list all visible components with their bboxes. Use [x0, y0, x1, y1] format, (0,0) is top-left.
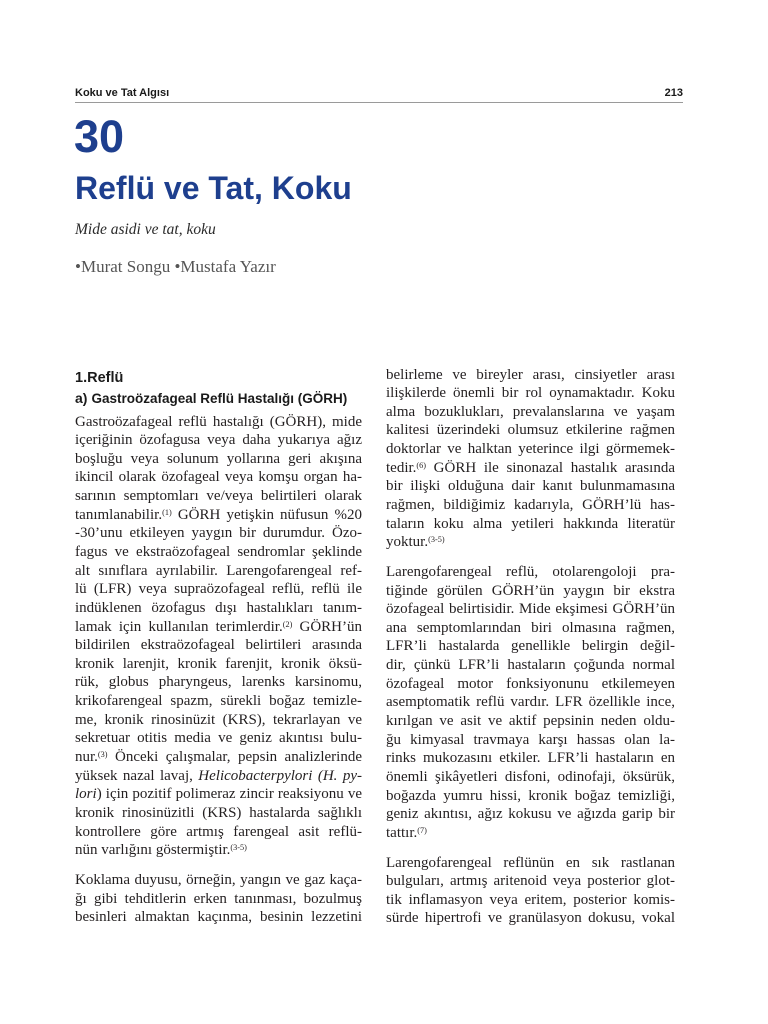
- text-line: belirleme ve bireyler arası, cinsiyetler arası: [386, 366, 675, 383]
- text-line: ana semptomlarından biri olmasına rağmen,: [386, 619, 675, 636]
- text-line: -30’unu etkileyen yaygın bir durumdur. Özo-: [75, 525, 362, 542]
- text-line: [75, 785, 362, 804]
- text-line: [75, 618, 362, 637]
- text-line: Larengofarengeal reflünün en sık rastlanan: [386, 854, 675, 871]
- text-line: asemptomatik reflü vardır. LFR özellikle ince,: [386, 694, 675, 711]
- text-line: kalitesi üzerindeki olumsuz etkilerine rağmen: [386, 422, 675, 439]
- header-rule: [75, 102, 683, 103]
- text-line: [75, 841, 362, 860]
- subsection-heading: [75, 388, 362, 408]
- citation-superscript: (2): [282, 619, 293, 629]
- text-line: [75, 748, 362, 767]
- text-run: tattır.: [386, 824, 418, 841]
- text-line: özofageal motor fonksiyonunu etkilemeyen: [386, 675, 675, 692]
- text-line: dir, çünkü LFR’li hastaların çoğunda normal: [386, 657, 675, 674]
- text-line: LFR’li hastalarda genellikle belirgin değil-: [386, 638, 675, 655]
- text-line: tik inflamasyon veya eritem, posterior komis-: [386, 891, 675, 908]
- text-line: [75, 767, 362, 786]
- text-run: yoktur.: [386, 534, 429, 551]
- text-run: tanımlanabilir.: [75, 506, 163, 523]
- text-run: Önceki çalışmalar, pepsin analizlerinde: [107, 749, 362, 766]
- text-line: boşluğu veya solunum yollarına geri akışına: [75, 450, 362, 467]
- citation-superscript: (6): [416, 460, 427, 470]
- text-line: bir ilişki olduğuna dair kanıt bulunmamasına: [386, 478, 675, 495]
- text-line: bildirilen ekstraözofageal belirtileri arasında: [75, 637, 362, 654]
- author-list: [75, 257, 276, 277]
- text-line: sarının semptomları ve/veya belirtileri olarak: [75, 488, 362, 505]
- left-column: [75, 368, 362, 938]
- text-run: nün varlığını göstermiştir.: [75, 842, 231, 859]
- text-run: lamak için kullanılan terimlerdir.: [75, 618, 283, 635]
- text-line: Gastroözafageal reflü hastalığı (GÖRH), mide: [75, 413, 362, 430]
- text-run: GÖRH’ün: [292, 618, 362, 635]
- text-line: Koklama duyusu, örneğin, yangın ve gaz kaça-: [75, 871, 362, 888]
- page-number: 213: [664, 87, 683, 99]
- right-column-body: [386, 366, 675, 929]
- subsection-label: a): [75, 390, 88, 406]
- paragraph: [386, 563, 675, 843]
- text-line: [386, 533, 675, 552]
- text-line: krikofarengeal spazm, sürekli boğaz temizle-: [75, 693, 362, 710]
- text-line: me, kronik rinosinüzit (KRS), tekrarlayan ve: [75, 711, 362, 728]
- text-line: özofageal belirtisidir. Mide ekşimesi GÖRH’ün: [386, 601, 675, 618]
- text-line: [386, 824, 675, 843]
- text-run: yüksek nazal lavaj,: [75, 767, 199, 784]
- text-line: besinleri almaktan kaçınma, besinin lezzetini: [75, 909, 362, 926]
- subsection-title: Gastroözafageal Reflü Hastalığı (GÖRH): [91, 391, 348, 406]
- text-line: kronik larenjit, kronik farenjit, kronik öksü-: [75, 655, 362, 672]
- paragraph: [386, 366, 675, 552]
- text-line: ğı gibi tehditlerin erken tanınması, bozulmuş: [75, 890, 362, 907]
- chapter-subtitle: Mide asidi ve tat, koku: [75, 220, 216, 238]
- text-line: doktorlar ve halktan yeterince ilgi görmemek-: [386, 441, 675, 458]
- text-line: [75, 506, 362, 525]
- text-run: GÖRH yetişkin nüfusun %20: [171, 506, 362, 523]
- text-line: kontrollere göre artmış farengeal asit reflü-: [75, 823, 362, 840]
- citation-superscript: (3-5): [230, 843, 247, 853]
- text-line: ğu kimyasal travmaya karşı hassas olan la-: [386, 731, 675, 748]
- text-run: GÖRH ile sinonazal hastalık arasında: [426, 459, 675, 476]
- text-line: alt sınıflara ayrılabilir. Larengofarengeal ref-: [75, 562, 362, 579]
- paragraph: [75, 413, 362, 860]
- paragraph: [386, 854, 675, 929]
- text-line: tiğinde görülen GÖRH’ün yaygın bir ekstra: [386, 582, 675, 599]
- text-line: Larengofarengeal reflü, otolarengoloji pra-: [386, 563, 675, 580]
- running-title: Koku ve Tat Algısı: [75, 87, 170, 99]
- text-run: tedir.: [386, 459, 417, 476]
- author-name: • Mustafa Yazır: [174, 257, 275, 276]
- text-line: içeriğinin özofagusa veya daha yukarıya ağız: [75, 432, 362, 449]
- text-line: taların koku alma yetileri hakkında literatür: [386, 515, 675, 532]
- text-line: kırılgan ve asit ve aktif pepsinin neden oldu-: [386, 713, 675, 730]
- citation-superscript: (1): [162, 507, 172, 517]
- citation-superscript: (7): [417, 825, 427, 835]
- text-line: geniz akıntısı, ağız kokusu ve ağızda garip bir: [386, 806, 675, 823]
- text-line: [386, 459, 675, 478]
- text-line: rük, globus pharyngeus, larenks karsinomu,: [75, 674, 362, 691]
- text-line: sürde hipertrofi ve granülasyon dokusu, vokal: [386, 910, 675, 927]
- text-line: lü (LFR) veya supraözofageal reflü, reflü ile: [75, 581, 362, 598]
- text-line: önemli şikâyetleri disfoni, odinofaji, öksürük,: [386, 768, 675, 785]
- text-line: rinks mukozasını etkiler. LFR’li hastaların en: [386, 750, 675, 767]
- section-heading: 1.Reflü: [75, 370, 124, 386]
- text-run: ) için pozitif polimeraz zincir reaksiyonu ve: [96, 786, 362, 803]
- citation-superscript: (3-5): [428, 535, 445, 545]
- text-line: boğazda yumru hissi, kronik boğaz temizliği,: [386, 787, 675, 804]
- citation-superscript: (3): [97, 749, 108, 759]
- text-line: indüklenen özofagus dışı hastalıkları tanım-: [75, 599, 362, 616]
- text-run: nur.: [75, 749, 98, 766]
- text-line: sekretuar otitis media ve geniz akıntısı bulu-: [75, 730, 362, 747]
- chapter-number: 30: [74, 111, 125, 162]
- text-line: ilişkilerde önemli bir rol oynamaktadır. Koku: [386, 385, 675, 402]
- text-line: kronik rinosinüzitli (KRS) hastalarda sağlıklı: [75, 804, 362, 821]
- italic-text: lori: [75, 786, 97, 803]
- left-column-body: [75, 413, 362, 927]
- text-line: ikincil olarak özofageal veya komşu organ ha-: [75, 469, 362, 486]
- chapter-title: Reflü ve Tat, Koku: [75, 170, 352, 206]
- author-name: • Murat Songu: [75, 257, 170, 276]
- text-line: alma bozuklukları, prevalanslarına ve yaşam: [386, 403, 675, 420]
- italic-text: Helicobacterpylori (H. py-: [198, 767, 362, 784]
- text-line: bulguları, artmış aritenoid veya posterior glot-: [386, 873, 675, 890]
- text-line: fagus ve ekstraözofageal sendromlar şeklinde: [75, 543, 362, 560]
- text-line: rağmen, bildiğimiz kadarıyla, GÖRH’lü has-: [386, 496, 675, 513]
- right-column: [386, 366, 675, 940]
- running-header: [75, 86, 683, 100]
- paragraph: [75, 871, 362, 927]
